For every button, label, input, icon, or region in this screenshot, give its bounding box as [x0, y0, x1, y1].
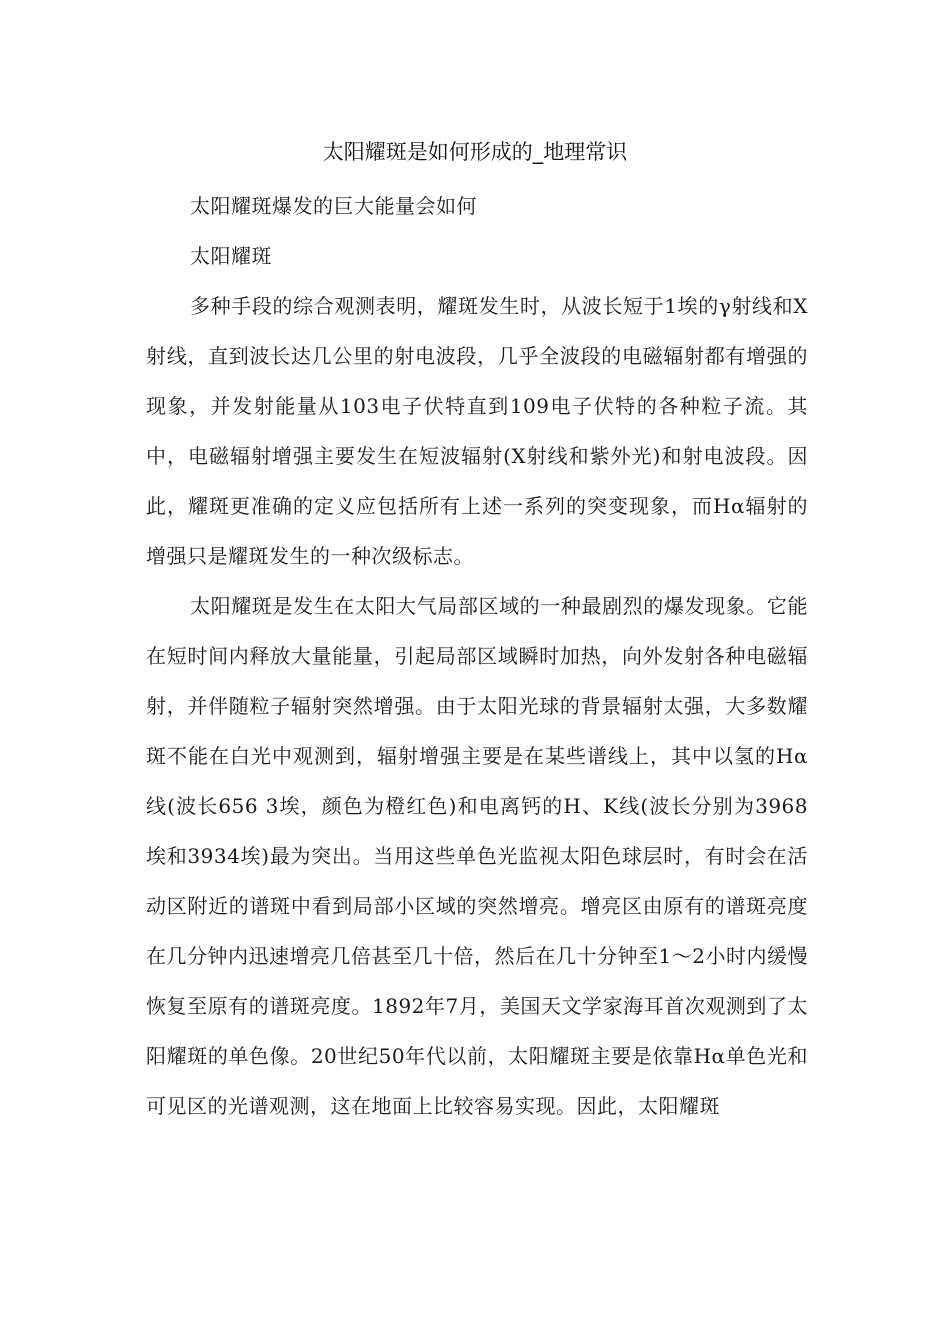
document-title: 太阳耀斑是如何形成的_地理常识	[322, 140, 628, 164]
subheading-energy: 太阳耀斑爆发的巨大能量会如何	[190, 194, 477, 218]
paragraph-definition: 太阳耀斑是发生在太阳大气局部区域的一种最剧烈的爆发现象。它能在短时间内释放大量能量，引起局部区域瞬时加热，向外发射各种电磁辐射，并伴随粒子辐射突然增强。由于太阳光球的背景辐射太强，大多数耀斑不能在白光中观测到，辐射增强主要是在某些谱线上，其中以氢的Hα线(波长656 3埃，颜色为橙红色)和电离钙的H、K线(波长分别为3968埃和3934埃)最为突出。当用这些单色光监视太阳色球层时，有时会在活动区附近的谱斑中看到局部小区域的突然增亮。增亮区由原有的谱斑亮度在几分钟内迅速增亮几倍甚至几十倍，然后在几十分钟至1～2小时内缓慢恢复至原有的谱斑亮度。1892年7月，美国天文学家海耳首次观测到了太阳耀斑的单色像。20世纪50年代以前，太阳耀斑主要是依靠Hα单色光和可见区的光谱观测，这在地面上比较容易实现。因此，太阳耀斑	[146, 594, 808, 1118]
document-body	[146, 181, 808, 1131]
paragraph-observation: 多种手段的综合观测表明，耀斑发生时，从波长短于1埃的γ射线和X射线，直到波长达几公里的射电波段，几乎全波段的电磁辐射都有增强的现象，并发射能量从103电子伏特直到109电子伏特的各种粒子流。其中，电磁辐射增强主要发生在短波辐射(X射线和紫外光)和射电波段。因此，耀斑更准确的定义应包括所有上述一系列的突变现象，而Hα辐射的增强只是耀斑发生的一种次级标志。	[146, 294, 808, 568]
subheading-solar-flare: 太阳耀斑	[190, 244, 272, 268]
